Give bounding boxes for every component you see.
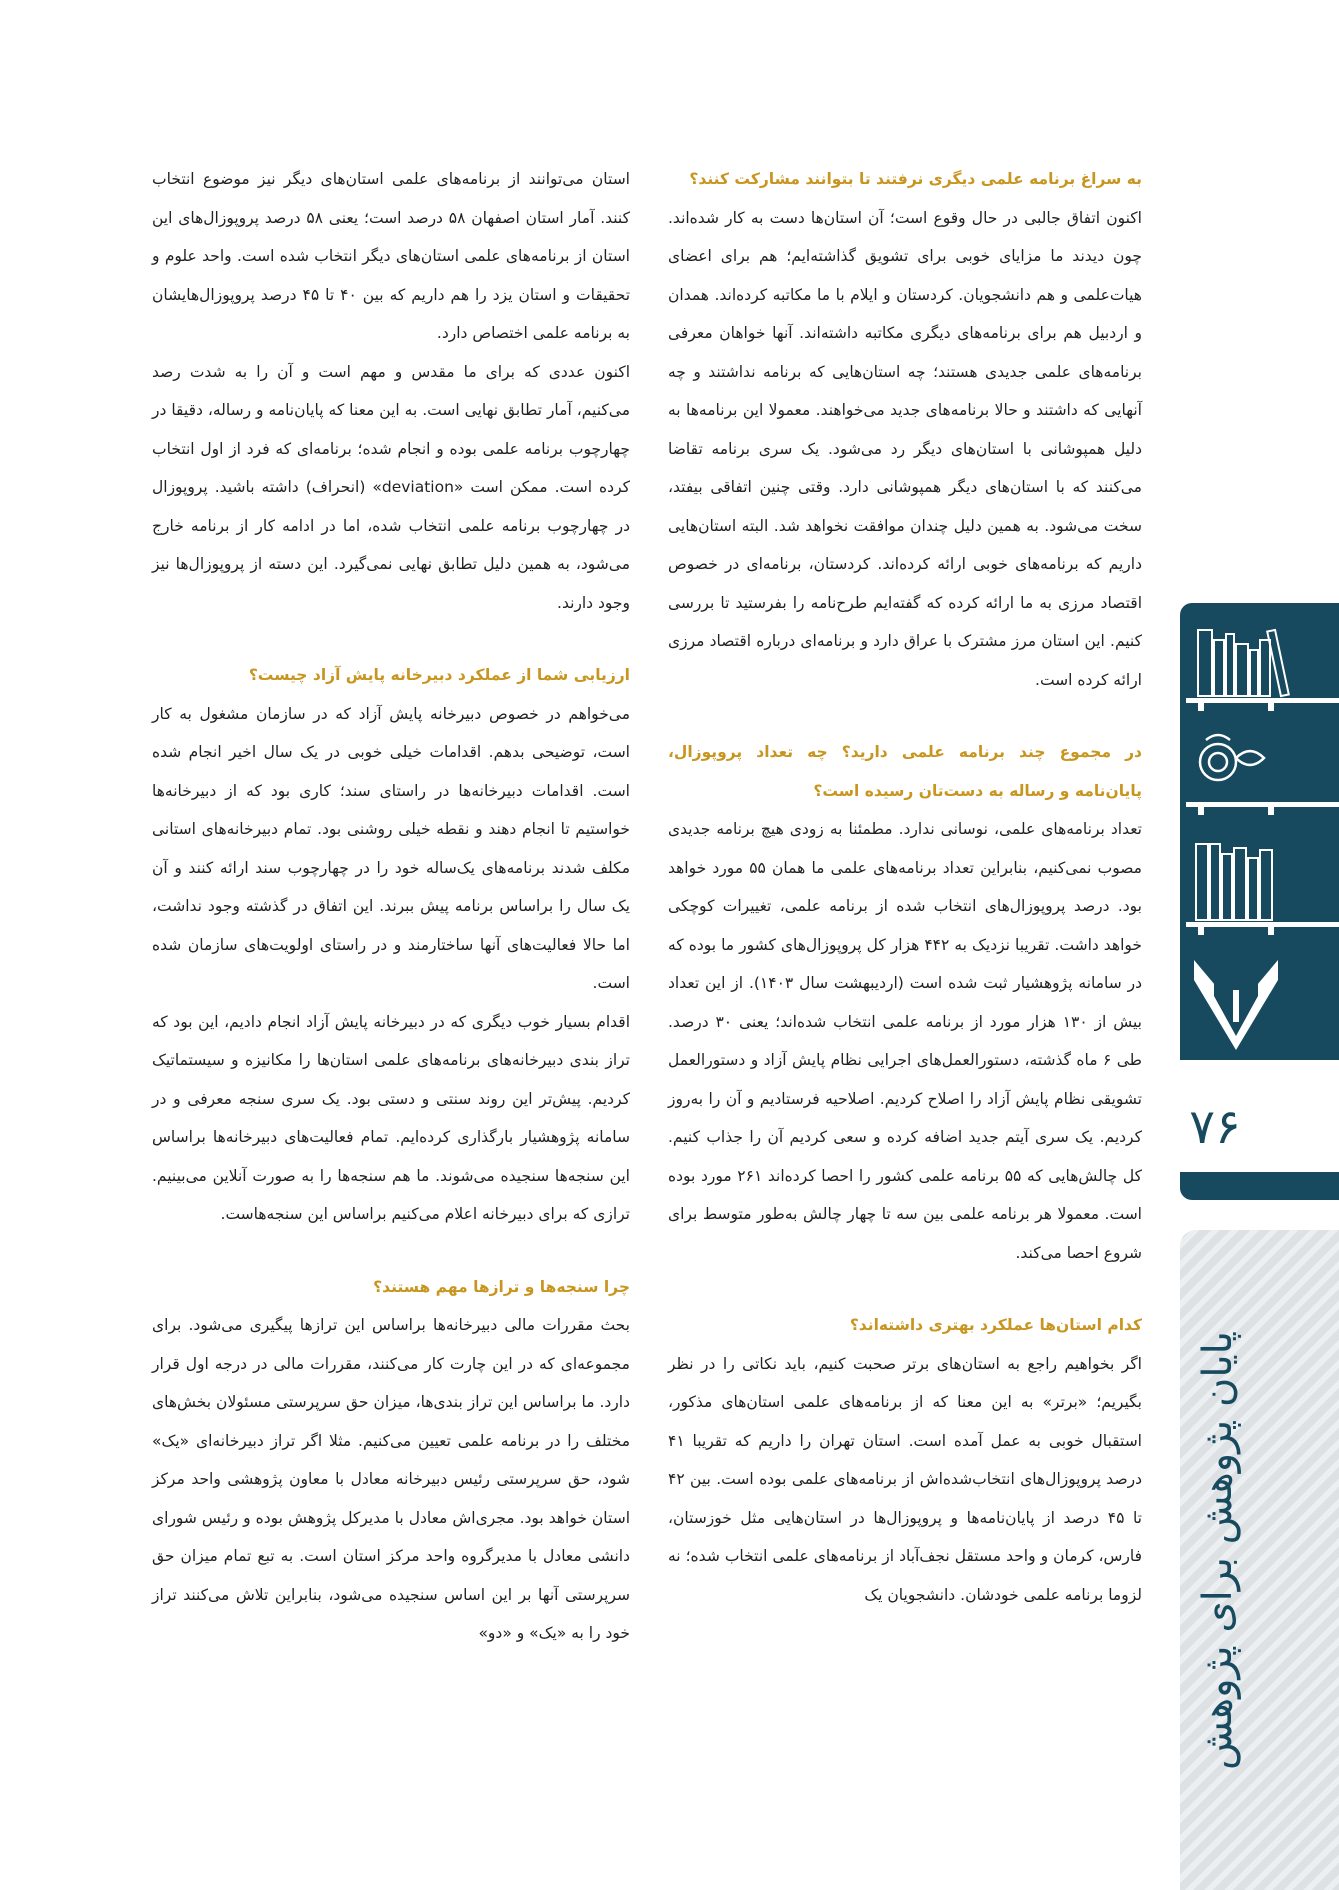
paragraph: استان می‌توانند از برنامه‌های علمی استان‌های دیگر نیز موضوع انتخاب کنند. آمار استان اصفهان ۵۸ درصد است؛ یعنی ۵۸ درصد پروپوزال‌های این استان از برنامه‌های علمی استان‌های دیگر انتخاب شده است. واحد علوم و تحقیقات و استان یزد را هم داریم که بین ۴۰ تا ۴۵ درصد پروپوزال‌هایشان به برنامه علمی اختصاص دارد.	[152, 170, 631, 342]
side-title-text: پایان پژوهش برای پژوهش	[1195, 1330, 1241, 1770]
paragraph: اگر بخواهیم راجع به استان‌های برتر صحبت کنیم، باید نکاتی را در نظر بگیریم؛ «برتر» به این معنا که از برنامه‌های علمی استان‌های مذکور، استقبال خوبی به عمل آمده است. استان تهران را داریم که تقریبا ۴۱ درصد پروپوزال‌های انتخاب‌شده‌اش از برنامه‌های علمی بوده است. بین ۴۲ تا ۴۵ درصد از پایان‌نامه‌ها و پروپوزال‌ها در استان‌هایی مثل خوزستان، فارس، کرمان و واحد مستقل نجف‌آباد از برنامه‌های علمی انتخاب شده؛ نه لزوما برنامه علمی خودشان. دانشجویان یک	[668, 1354, 1142, 1604]
paragraph: اکنون اتفاق جالبی در حال وقوع است؛ آن استان‌ها دست به کار شده‌اند. چون دیدند ما مزایای خوبی برای تشویق گذاشته‌ایم؛ هم برای اعضای هیات‌علمی و هم دانشجویان. کردستان و ایلام با ما مکاتبه کرده‌اند. همدان و اردبیل هم برای برنامه‌های دیگری مکاتبه داشته‌اند. آنها خواهان معرفی برنامه‌های علمی جدیدی هستند؛ چه استان‌هایی که برنامه نداشتند و چه آنهایی که داشتند و حالا برنامه‌های جدید می‌خواهند. معمولا این برنامه‌ها به دلیل همپوشانی با استان‌های دیگر رد می‌شود. یک سری برنامه تقاضا می‌کنند که با استان‌های دیگر همپوشانی دارد. وقتی چنین اتفاقی بیفتد، سخت می‌شود. به همین دلیل چندان موافقت نخواهد شد. البته استان‌هایی داریم که برنامه‌های خوبی ارائه کرده‌اند. کردستان، برنامه‌ای در خصوص اقتصاد مرزی به ما ارائه کرده که گفته‌ایم طرح‌نامه را بفرستید تا بررسی کنیم. این استان مرز مشترک با عراق دارد و برنامه‌ای درباره اقتصاد مرزی ارائه کرده است.	[668, 208, 1142, 689]
paragraph: می‌خواهم در خصوص دبیرخانه پایش آزاد که در سازمان مشغول به کار است، توضیحی بدهم. اقدامات خیلی خوبی در یک سال اخیر انجام شده است. اقدامات دبیرخانه‌ها در راستای سند؛ کاری بود که از دبیرخانه‌ها خواستیم تا انجام دهند و نقطه خیلی روشنی بود. تمام دبیرخانه‌های استانی مکلف شدند برنامه‌های یک‌ساله خود را در چهارچوب سند ارائه کنند و آن یک سال را براساس برنامه پیش ببرند. این اتفاق در گذشته وجود نداشت، اما حالا فعالیت‌های آنها ساختارمند و در راستای اولویت‌های سازمان شده است.	[152, 704, 630, 992]
spacer	[152, 1234, 630, 1268]
page-number-strip	[1180, 1172, 1339, 1200]
paragraph: تعداد برنامه‌های علمی، نوسانی ندارد. مطمئنا به زودی هیچ برنامه جدیدی مصوب نمی‌کنیم، بنابراین تعداد برنامه‌های علمی ما همان ۵۵ مورد خواهد بود. درصد پروپوزال‌های انتخاب شده از برنامه علمی، تغییرات کوچکی خواهد داشت. تقریبا نزدیک به ۴۴۲ هزار کل پروپوزال‌های کشور ما بوده که در سامانه پژوهشیار ثبت شده است (اردیبهشت سال ۱۴۰۳). از این تعداد بیش از ۱۳۰ هزار مورد از برنامه علمی انتخاب شده‌اند؛ یعنی ۳۰ درصد. طی ۶ ماه گذشته، دستورالعمل‌های اجرایی نظام پایش آزاد و دستورالعمل تشویقی نظام پایش آزاد را اصلاح کردیم. اصلاحیه فرستادیم و آن را به‌روز کردیم. یک سری آیتم جدید اضافه کرده و سعی کردیم آن را جذاب کنیم. کل چالش‌هایی که ۵۵ برنامه علمی کشور را احصا کرده‌اند ۲۶۱ مورد بوده است. معمولا هر برنامه علمی بین سه تا چهار چالش به‌طور متوسط برای شروع احصا می‌کند.	[668, 820, 1143, 1262]
heading-secretariat-evaluation: ارزیابی شما از عملکرد دبیرخانه پایش آزاد چیست؟	[248, 666, 630, 684]
spacer	[668, 699, 1142, 733]
paragraph: اقدام بسیار خوب دیگری که در دبیرخانه پایش آزاد انجام دادیم، این بود که تراز بندی دبیرخانه‌های برنامه‌های علمی استان‌ها را مکانیزه و سیستماتیک کردیم. پیش‌تر این روند سنتی و دستی بود. یک سری سنجه معرفی و در سامانه پژوهشیار بارگذاری کرده‌ایم. تمام فعالیت‌های دبیرخانه‌ها براساس این سنجه‌ها سنجیده می‌شوند. ما هم سنجه‌ها را به صورت آنلاین می‌بینیم. ترازی که برای دبیرخانه اعلام می‌کنیم براساس این سنجه‌هاست.	[152, 1012, 630, 1223]
heading-program-count: در مجموع چند برنامه علمی دارید؟ چه تعداد پروپوزال، پایان‌نامه و رساله به دست‌تان رسیده است؟	[668, 743, 1142, 800]
paragraph: اکنون عددی که برای ما مقدس و مهم است و آن را به شدت رصد می‌کنیم، آمار تطابق نهایی است. به این معنا که پایان‌نامه و رساله، دقیقا در چهارچوب برنامه علمی بوده و انجام شده؛ برنامه‌ای که فرد از اول انتخاب کرده است. ممکن است «deviation» (انحراف) داشته باشید. پروپوزال در چهارچوب برنامه علمی انتخاب شده، اما در ادامه کار از برنامه خارج می‌شود، به همین دلیل تطابق نهایی نمی‌گیرد. این دسته از پروپوزال‌ها نیز وجود دارند.	[152, 362, 630, 612]
spacer	[668, 1272, 1142, 1306]
heading-why-metrics: چرا سنجه‌ها و ترازها مهم هستند؟	[373, 1277, 630, 1296]
side-title	[1195, 1250, 1285, 1850]
university-logo-icon	[1186, 950, 1286, 1060]
left-column	[152, 160, 630, 1653]
paragraph: بحث مقررات مالی دبیرخانه‌ها براساس این ترازها پیگیری می‌شود. برای مجموعه‌ای که در این چارت کار می‌کنند، مقررات مالی در درجه اول قرار دارد. ما براساس این تراز بندی‌ها، میزان حق سرپرستی مسئولان بخش‌های مختلف را در برنامه علمی تعیین می‌کنیم. مثلا اگر تراز دبیرخانه‌ای «یک» شود، حق سرپرستی رئیس دبیرخانه معادل با معاون پژوهشی واحد مرکز استان خواهد بود. مجری‌اش معادل با مدیرکل پژوهش بوده و رئیس شورای دانشی معادل با مدیرگروه واحد مرکز استان است. به تبع تمام میزان حق سرپرستی آنها بر این اساس سنجیده می‌شود، بنابراین تلاش می‌کنند تراز خود را به «یک» و «دو»	[152, 1316, 630, 1642]
books-row-icon	[1186, 830, 1339, 940]
heading-other-program: به سراغ برنامه علمی دیگری نرفتند تا بتوانند مشارکت کنند؟	[689, 170, 1142, 188]
bookshelf-icon	[1186, 610, 1339, 720]
heading-best-provinces: کدام استان‌ها عملکرد بهتری داشته‌اند؟	[849, 1316, 1142, 1334]
sheep-ornament-icon	[1186, 720, 1339, 820]
right-column	[668, 160, 1142, 1614]
page-number: ۷۶	[1189, 1099, 1241, 1155]
spacer	[152, 622, 630, 656]
